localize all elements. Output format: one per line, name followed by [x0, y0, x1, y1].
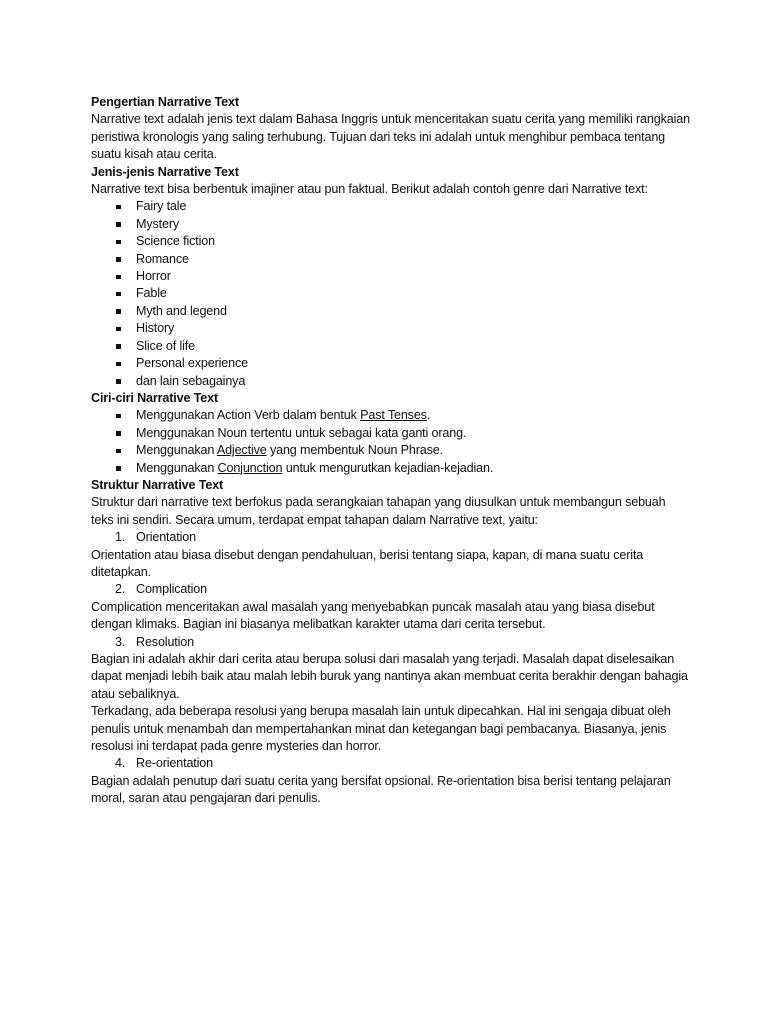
step-heading [91, 634, 691, 651]
structure-steps [91, 529, 691, 808]
document-page [91, 94, 691, 808]
paragraph-pengertian: Narrative text adalah jenis text dalam Bahasa Inggris untuk menceritakan suatu cerita yang memiliki rangkaian peristiwa kronologis yang saling terhubung. Tujuan dari teks ini adalah untuk menghibur pembaca tentang suatu kisah atau cerita. [91, 112, 690, 162]
step-paragraph: Complication menceritakan awal masalah yang menyebabkan puncak masalah atau yang biasa disebut dengan klimaks. Bagian ini biasanya melibatkan karakter utama dari cerita tersebut. [91, 599, 655, 632]
ciri-text: Menggunakan [136, 443, 217, 458]
step-paragraph: Bagian adalah penutup dari suatu cerita yang bersifat opsional. Re-orientation bisa berisi tentang pelajaran moral, saran atau pengajaran dari penulis. [91, 773, 671, 806]
genre-item: Slice of life [91, 338, 691, 355]
step-number: 4. [115, 756, 126, 771]
step-heading [91, 581, 691, 598]
step-paragraph: Bagian ini adalah akhir dari cerita atau berupa solusi dari masalah yang terjadi. Masalah dapat diselesaikan dapat menjadi lebih baik atau malah lebih buruk yang nantinya akan membuat cerita berakhir dengan bahagia atau sebaliknya. [91, 652, 688, 701]
genre-item: Mystery [91, 216, 691, 233]
step-paragraph: Orientation atau biasa disebut dengan pendahuluan, berisi tentang siapa, kapan, di mana suatu cerita ditetapkan. [91, 547, 644, 579]
paragraph-jenis: Narrative text bisa berbentuk imajiner atau pun faktual. Berikut adalah contoh genre dari Narrative text: [91, 182, 648, 197]
heading-pengertian: Pengertian Narrative Text [91, 95, 239, 109]
ciri-term: Adjective [216, 443, 267, 458]
genre-item: Horror [91, 268, 691, 285]
genre-item: Fairy tale [91, 198, 691, 215]
ciri-term: Past Tenses [360, 408, 427, 423]
genre-item: dan lain sebagainya [91, 373, 691, 390]
heading-struktur: Struktur Narrative Text [91, 477, 224, 492]
genre-item: Personal experience [91, 355, 691, 372]
ciri-text-end: yang membentuk Noun Phrase. [266, 443, 444, 458]
step-title: Re-orientation [136, 756, 214, 771]
ciri-item [91, 425, 691, 442]
step-number: 1. [115, 530, 126, 545]
genre-item: Myth and legend [91, 303, 691, 320]
ciri-list [91, 407, 691, 477]
genre-item: Science fiction [91, 233, 691, 250]
heading-jenis: Jenis-jenis Narrative Text [91, 164, 239, 179]
step-paragraph: Terkadang, ada beberapa resolusi yang berupa masalah lain untuk dipecahkan. Hal ini sengaja dibuat oleh penulis untuk menambah dan mempertahankan minat dan ketegangan bagi pembacanya. Biasanya, jenis resolusi ini terdapat pada genre mysteries dan horror. [91, 704, 671, 754]
ciri-text-end: untuk mengurutkan kejadian-kejadian. [282, 460, 494, 475]
ciri-item [91, 442, 691, 459]
step-heading [91, 755, 691, 772]
genre-item: Romance [91, 251, 691, 268]
step-heading [91, 529, 691, 546]
step-number: 3. [115, 634, 126, 649]
genre-list [91, 198, 691, 389]
step-title: Resolution [136, 634, 195, 649]
ciri-term: Conjunction [217, 460, 283, 475]
genre-item: History [91, 320, 691, 337]
ciri-item [91, 407, 691, 424]
ciri-item [91, 460, 691, 477]
step-title: Orientation [136, 530, 196, 545]
ciri-text: Menggunakan Noun tertentu untuk sebagai kata ganti orang. [136, 425, 467, 440]
ciri-text: Menggunakan [136, 460, 218, 475]
heading-ciri: Ciri-ciri Narrative Text [91, 390, 219, 405]
paragraph-struktur: Struktur dari narrative text berfokus pada serangkaian tahapan yang diusulkan untuk membangun sebuah teks ini sendiri. Secara umum, terdapat empat tahapan dalam Narrative text, yaitu: [91, 495, 666, 527]
step-number: 2. [115, 582, 126, 597]
step-title: Complication [136, 582, 207, 597]
genre-item: Fable [91, 285, 691, 302]
ciri-text-end: . [426, 408, 431, 423]
ciri-text: Menggunakan Action Verb dalam bentuk [136, 408, 361, 423]
